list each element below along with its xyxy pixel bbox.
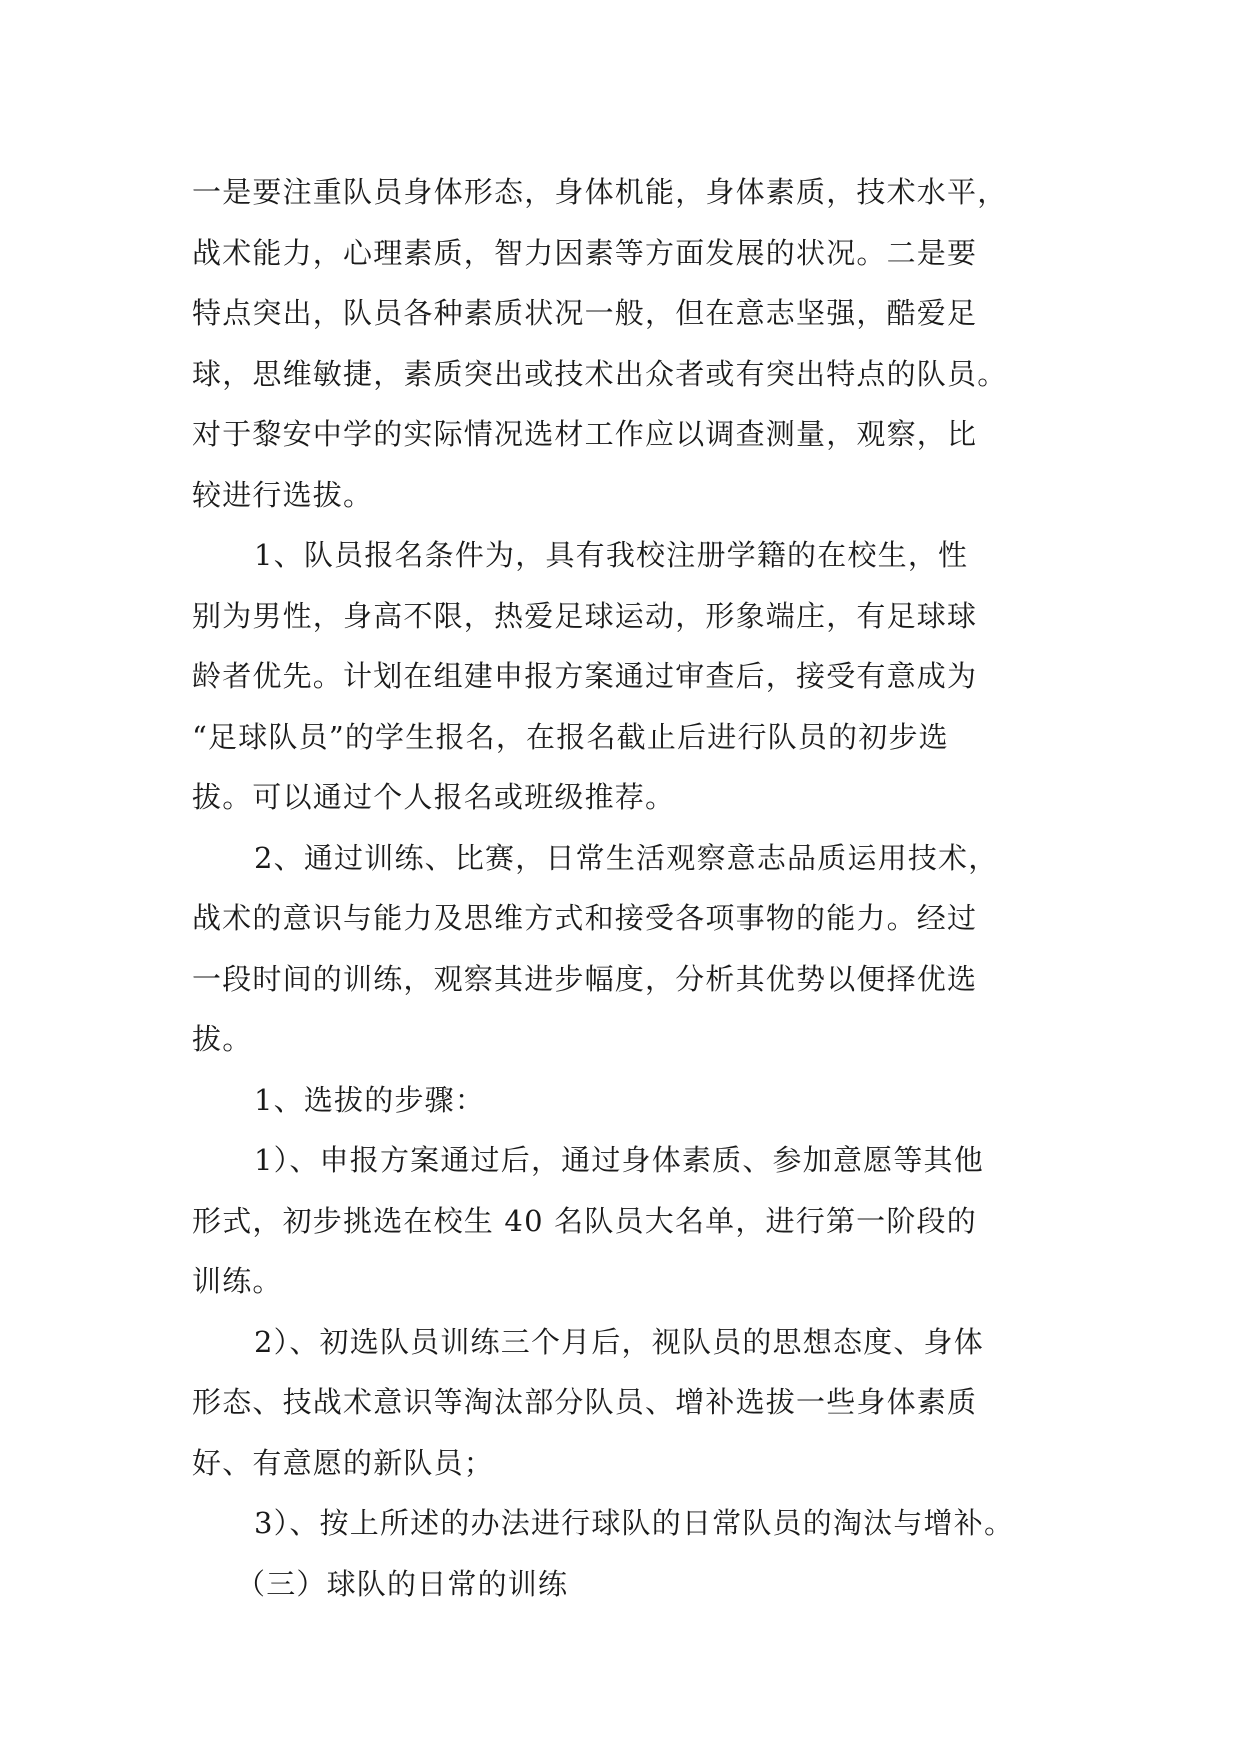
paragraph-first-line: 1、选拔的步骤： bbox=[254, 1082, 486, 1117]
text-line: 别为男性，身高不限，热爱足球运动，形象端庄，有足球球 bbox=[192, 598, 978, 633]
text-line: 拔。 bbox=[192, 1022, 253, 1056]
text-line: 战术能力，心理素质，智力因素等方面发展的状况。二是要 bbox=[192, 235, 978, 270]
paragraph-first-line: 2）、初选队员训练三个月后，视队员的思想态度、身体 bbox=[254, 1324, 984, 1359]
paragraph-first-line: 2、通过训练、比赛，日常生活观察意志品质运用技术， bbox=[254, 840, 999, 875]
text-line: 一是要注重队员身体形态，身体机能，身体素质，技术水平， bbox=[192, 175, 1008, 209]
text-line: 对于黎安中学的实际情况选材工作应以调查测量，观察，比 bbox=[192, 417, 978, 451]
text-line: 训练。 bbox=[192, 1264, 283, 1298]
paragraph-first-line: 1）、申报方案通过后，通过身体素质、参加意愿等其他 bbox=[254, 1143, 984, 1177]
section-heading: （三）球队的日常的训练 bbox=[236, 1566, 569, 1601]
text-line: 一段时间的训练，观察其进步幅度，分析其优势以便择优选 bbox=[192, 961, 978, 996]
text-line: 战术的意识与能力及思维方式和接受各项事物的能力。经过 bbox=[192, 901, 978, 935]
paragraph-first-line: 3）、按上所述的办法进行球队的日常队员的淘汰与增补。 bbox=[254, 1506, 1015, 1540]
text-line: 特点突出，队员各种素质状况一般，但在意志坚强，酷爱足 bbox=[192, 296, 978, 330]
text-line: 形态、技战术意识等淘汰部分队员、增补选拔一些身体素质 bbox=[192, 1385, 978, 1419]
paragraph-first-line: 1、队员报名条件为，具有我校注册学籍的在校生，性 bbox=[254, 538, 969, 572]
text-line: 形式，初步挑选在校生 40 名队员大名单，进行第一阶段的 bbox=[192, 1203, 977, 1238]
text-line: 龄者优先。计划在组建申报方案通过审查后，接受有意成为 bbox=[192, 659, 978, 693]
text-line: 拔。可以通过个人报名或班级推荐。 bbox=[192, 780, 676, 814]
text-line: 较进行选拔。 bbox=[192, 477, 374, 512]
text-line: 球，思维敏捷，素质突出或技术出众者或有突出特点的队员。 bbox=[192, 356, 1008, 391]
text-line: 好、有意愿的新队员； bbox=[192, 1445, 495, 1480]
text-line: “足球队员”的学生报名，在报名截止后进行队员的初步选 bbox=[192, 719, 949, 754]
document-body bbox=[192, 162, 1052, 1614]
